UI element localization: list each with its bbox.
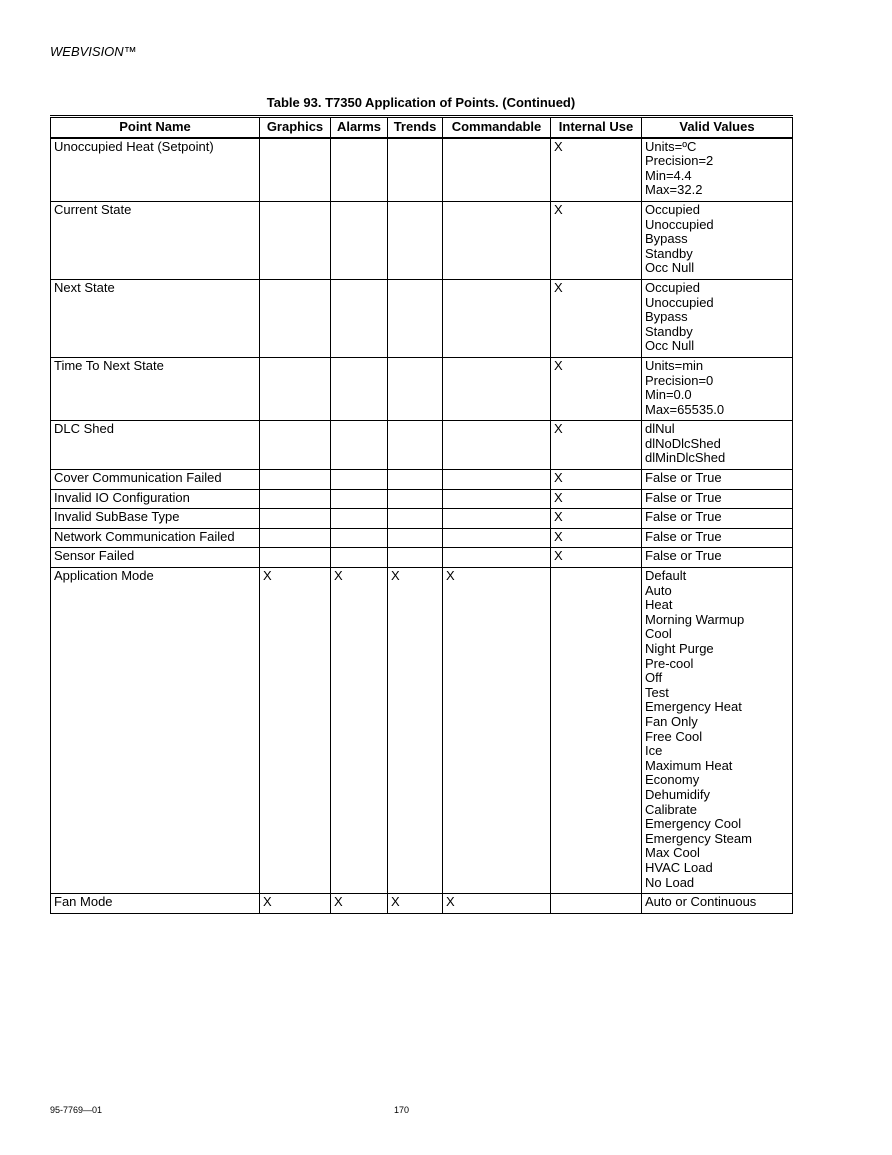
valid-value: Bypass: [645, 309, 688, 325]
internal-use-cell: X: [551, 470, 642, 490]
graphics-cell: [260, 279, 331, 357]
graphics-cell: [260, 528, 331, 548]
commandable-cell: [443, 489, 551, 509]
valid-values-cell: [642, 279, 793, 357]
valid-value: dlMinDlcShed: [645, 450, 726, 466]
point-name-cell: Unoccupied Heat (Setpoint): [51, 138, 260, 202]
column-header-point-name: Point Name: [51, 117, 260, 138]
valid-value: Dehumidify: [645, 786, 711, 802]
alarms-cell: X: [331, 568, 388, 894]
table-row: [51, 894, 793, 914]
point-name-cell: Fan Mode: [51, 894, 260, 914]
table-row: [51, 528, 793, 548]
table-body: [51, 138, 793, 914]
table-row: [51, 357, 793, 420]
graphics-cell: [260, 138, 331, 202]
trends-cell: [388, 528, 443, 548]
graphics-cell: X: [260, 568, 331, 894]
internal-use-cell: X: [551, 528, 642, 548]
trends-cell: [388, 138, 443, 202]
valid-value: Max=32.2: [645, 182, 703, 198]
valid-value: Fan Only: [645, 713, 698, 729]
trends-cell: [388, 489, 443, 509]
point-name-cell: Network Communication Failed: [51, 528, 260, 548]
trends-cell: [388, 509, 443, 529]
alarms-cell: [331, 357, 388, 420]
valid-value: Precision=0: [645, 372, 714, 388]
valid-values-cell: [642, 357, 793, 420]
internal-use-cell: X: [551, 421, 642, 470]
valid-value: Unoccupied: [645, 216, 714, 232]
valid-value: Max=65535.0: [645, 401, 725, 417]
valid-value: Max Cool: [645, 845, 700, 861]
valid-values-cell: [642, 470, 793, 490]
point-name-cell: Next State: [51, 279, 260, 357]
valid-value: Min=0.0: [645, 387, 692, 403]
point-name-cell: Application Mode: [51, 568, 260, 894]
valid-value: Emergency Heat: [645, 699, 742, 715]
trends-cell: X: [388, 894, 443, 914]
commandable-cell: [443, 548, 551, 568]
valid-value: Ice: [645, 743, 663, 759]
valid-value: Night Purge: [645, 641, 714, 656]
internal-use-cell: X: [551, 138, 642, 202]
internal-use-cell: X: [551, 357, 642, 420]
point-name-cell: Invalid IO Configuration: [51, 489, 260, 509]
column-header-internal-use: Internal Use: [551, 117, 642, 138]
graphics-cell: [260, 489, 331, 509]
commandable-cell: [443, 357, 551, 420]
valid-values-cell: [642, 201, 793, 279]
alarms-cell: [331, 421, 388, 470]
valid-values-cell: [642, 421, 793, 470]
valid-value: False or True: [645, 548, 722, 564]
internal-use-cell: X: [551, 201, 642, 279]
point-name-cell: Sensor Failed: [51, 548, 260, 568]
valid-value: Free Cool: [645, 728, 703, 744]
alarms-cell: [331, 138, 388, 202]
page-number: 170: [394, 1105, 410, 1115]
internal-use-cell: [551, 894, 642, 914]
internal-use-cell: [551, 568, 642, 894]
internal-use-cell: X: [551, 279, 642, 357]
table-row: [51, 279, 793, 357]
alarms-cell: [331, 470, 388, 490]
valid-values-cell: [642, 138, 793, 202]
alarms-cell: [331, 528, 388, 548]
valid-values-cell: [642, 489, 793, 509]
trends-cell: [388, 357, 443, 420]
trends-cell: X: [388, 568, 443, 894]
points-table: [50, 115, 793, 914]
table-row: [51, 201, 793, 279]
valid-value: Default: [645, 568, 687, 584]
column-header-alarms: Alarms: [331, 117, 388, 138]
valid-values-cell: [642, 528, 793, 548]
alarms-cell: [331, 548, 388, 568]
valid-value: Auto: [645, 582, 672, 598]
valid-value: Occupied: [645, 279, 700, 295]
commandable-cell: [443, 279, 551, 357]
point-name-cell: Invalid SubBase Type: [51, 509, 260, 529]
valid-value: False or True: [645, 509, 722, 525]
table-row: [51, 470, 793, 490]
column-header-graphics: Graphics: [260, 117, 331, 138]
alarms-cell: [331, 279, 388, 357]
commandable-cell: X: [443, 894, 551, 914]
valid-value: dlNul: [645, 421, 675, 437]
commandable-cell: [443, 201, 551, 279]
valid-value: Standby: [645, 245, 693, 261]
internal-use-cell: X: [551, 548, 642, 568]
valid-value: Units=min: [645, 357, 704, 373]
graphics-cell: [260, 548, 331, 568]
graphics-cell: X: [260, 894, 331, 914]
valid-values-cell: [642, 548, 793, 568]
point-name-cell: Current State: [51, 201, 260, 279]
valid-value: False or True: [645, 470, 722, 486]
valid-value: dlNoDlcShed: [645, 435, 721, 451]
valid-value: Off: [645, 670, 663, 686]
valid-value: Maximum Heat: [645, 757, 733, 773]
trends-cell: [388, 279, 443, 357]
table-row: [51, 509, 793, 529]
trends-cell: [388, 201, 443, 279]
graphics-cell: [260, 509, 331, 529]
trends-cell: [388, 548, 443, 568]
valid-value: Calibrate: [645, 801, 698, 817]
internal-use-cell: X: [551, 509, 642, 529]
commandable-cell: X: [443, 568, 551, 894]
graphics-cell: [260, 357, 331, 420]
valid-value: Emergency Cool: [645, 816, 742, 832]
valid-value: False or True: [645, 489, 722, 505]
commandable-cell: [443, 138, 551, 202]
graphics-cell: [260, 201, 331, 279]
table-row: [51, 138, 793, 202]
alarms-cell: X: [331, 894, 388, 914]
valid-value: No Load: [645, 874, 695, 890]
valid-value: Min=4.4: [645, 167, 692, 183]
valid-value: Occ Null: [645, 338, 695, 354]
point-name-cell: DLC Shed: [51, 421, 260, 470]
valid-value: Occ Null: [645, 260, 695, 276]
column-header-commandable: Commandable: [443, 117, 551, 138]
valid-value: Auto or Continuous: [645, 894, 757, 910]
trends-cell: [388, 470, 443, 490]
valid-value: Economy: [645, 772, 700, 788]
valid-value: Precision=2: [645, 153, 714, 169]
table-row: [51, 568, 793, 894]
valid-values-cell: [642, 568, 793, 894]
column-header-trends: Trends: [388, 117, 443, 138]
alarms-cell: [331, 489, 388, 509]
table-row: [51, 489, 793, 509]
valid-value: Morning Warmup: [645, 611, 745, 627]
valid-value: HVAC Load: [645, 859, 713, 875]
table-row: [51, 548, 793, 568]
valid-value: Test: [645, 684, 669, 700]
valid-value: Pre-cool: [645, 655, 694, 671]
valid-value: Cool: [645, 626, 672, 642]
document-header: WEBVISION™: [50, 44, 137, 59]
commandable-cell: [443, 470, 551, 490]
commandable-cell: [443, 528, 551, 548]
commandable-cell: [443, 421, 551, 470]
valid-value: Occupied: [645, 201, 700, 217]
trends-cell: [388, 421, 443, 470]
table-header-row: [51, 117, 793, 138]
commandable-cell: [443, 509, 551, 529]
valid-value: Unoccupied: [645, 294, 714, 310]
point-name-cell: Time To Next State: [51, 357, 260, 420]
table-row: [51, 421, 793, 470]
graphics-cell: [260, 421, 331, 470]
valid-value: False or True: [645, 528, 722, 544]
point-name-cell: Cover Communication Failed: [51, 470, 260, 490]
valid-value: Standby: [645, 323, 693, 339]
valid-value: Emergency Steam: [645, 830, 752, 846]
valid-value: Bypass: [645, 231, 688, 247]
column-header-valid-values: Valid Values: [642, 117, 793, 138]
document-number: 95-7769—01: [50, 1105, 103, 1115]
alarms-cell: [331, 201, 388, 279]
valid-values-cell: [642, 509, 793, 529]
table-caption: Table 93. T7350 Application of Points. (Continued): [266, 95, 576, 110]
valid-value: Heat: [645, 597, 673, 613]
internal-use-cell: X: [551, 489, 642, 509]
valid-value: Units=ºC: [645, 138, 697, 154]
alarms-cell: [331, 509, 388, 529]
valid-values-cell: [642, 894, 793, 914]
graphics-cell: [260, 470, 331, 490]
